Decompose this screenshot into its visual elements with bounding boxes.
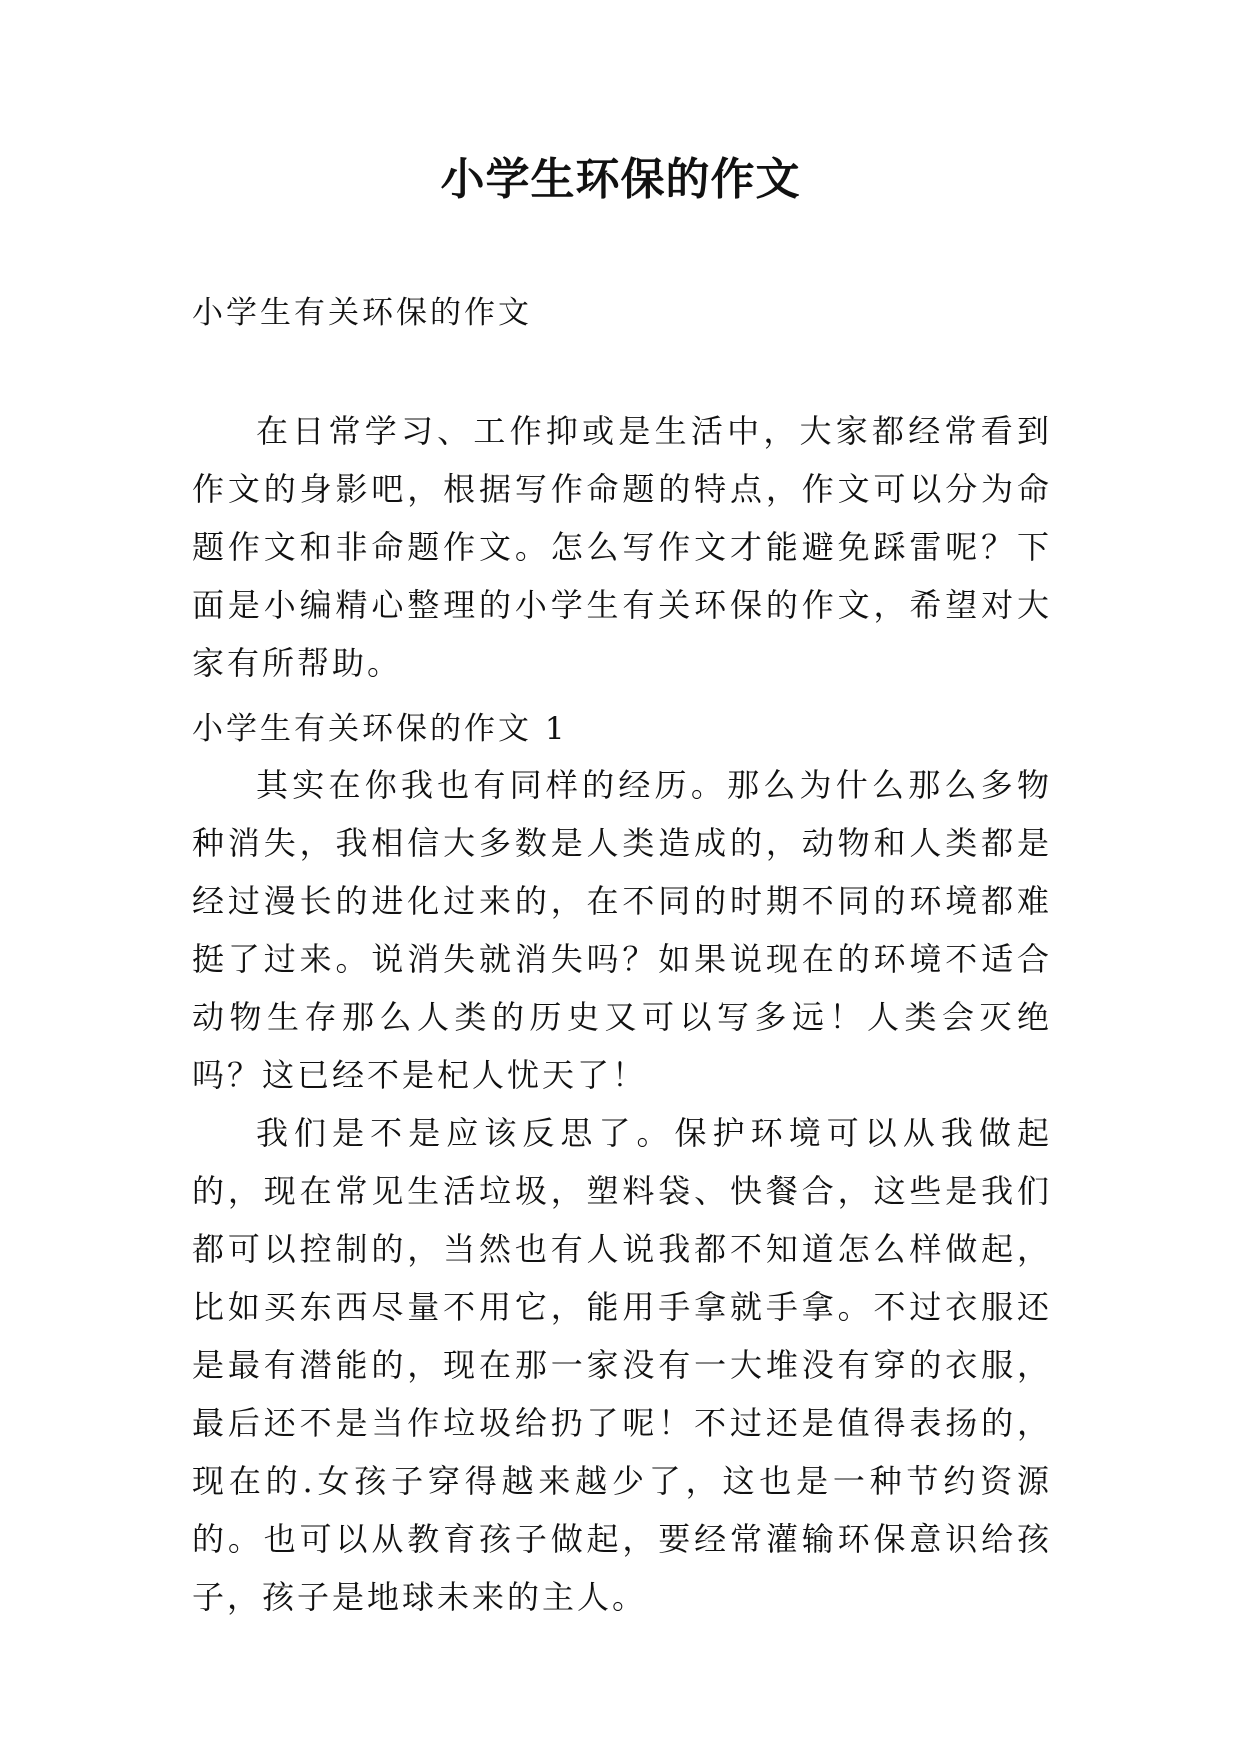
section-body — [192, 756, 1052, 1626]
document-title: 小学生环保的作文 — [440, 154, 801, 205]
section-heading: 小学生有关环保的作文 1 — [192, 711, 568, 747]
intro-paragraph: 在日常学习、工作抑或是生活中，大家都经常看到作文的身影吧，根据写作命题的特点，作文可以分为命题作文和非命题作文。怎么写作文才能避免踩雷呢？下面是小编精心整理的小学生有关环保的作文，希望对大家有所帮助。 — [192, 412, 1052, 682]
intro-block — [192, 402, 1052, 692]
body-paragraph: 我们是不是应该反思了。保护环境可以从我做起的，现在常见生活垃圾，塑料袋、快餐合，这些是我们都可以控制的，当然也有人说我都不知道怎么样做起，比如买东西尽量不用它，能用手拿就手拿。不过衣服还是最有潜能的，现在那一家没有一大堆没有穿的衣服，最后还不是当作垃圾给扔了呢！不过还是值得表扬的，现在的.女孩子穿得越来越少了，这也是一种节约资源的。也可以从教育孩子做起，要经常灌输环保意识给孩子，孩子是地球未来的主人。 — [192, 1114, 1052, 1616]
body-paragraph: 其实在你我也有同样的经历。那么为什么那么多物种消失，我相信大多数是人类造成的，动物和人类都是经过漫长的进化过来的，在不同的时期不同的环境都难挺了过来。说消失就消失吗？如果说现在的环境不适合动物生存那么人类的历史又可以写多远！人类会灭绝吗？这已经不是杞人忧天了！ — [192, 766, 1052, 1094]
document-subtitle: 小学生有关环保的作文 — [192, 295, 532, 331]
